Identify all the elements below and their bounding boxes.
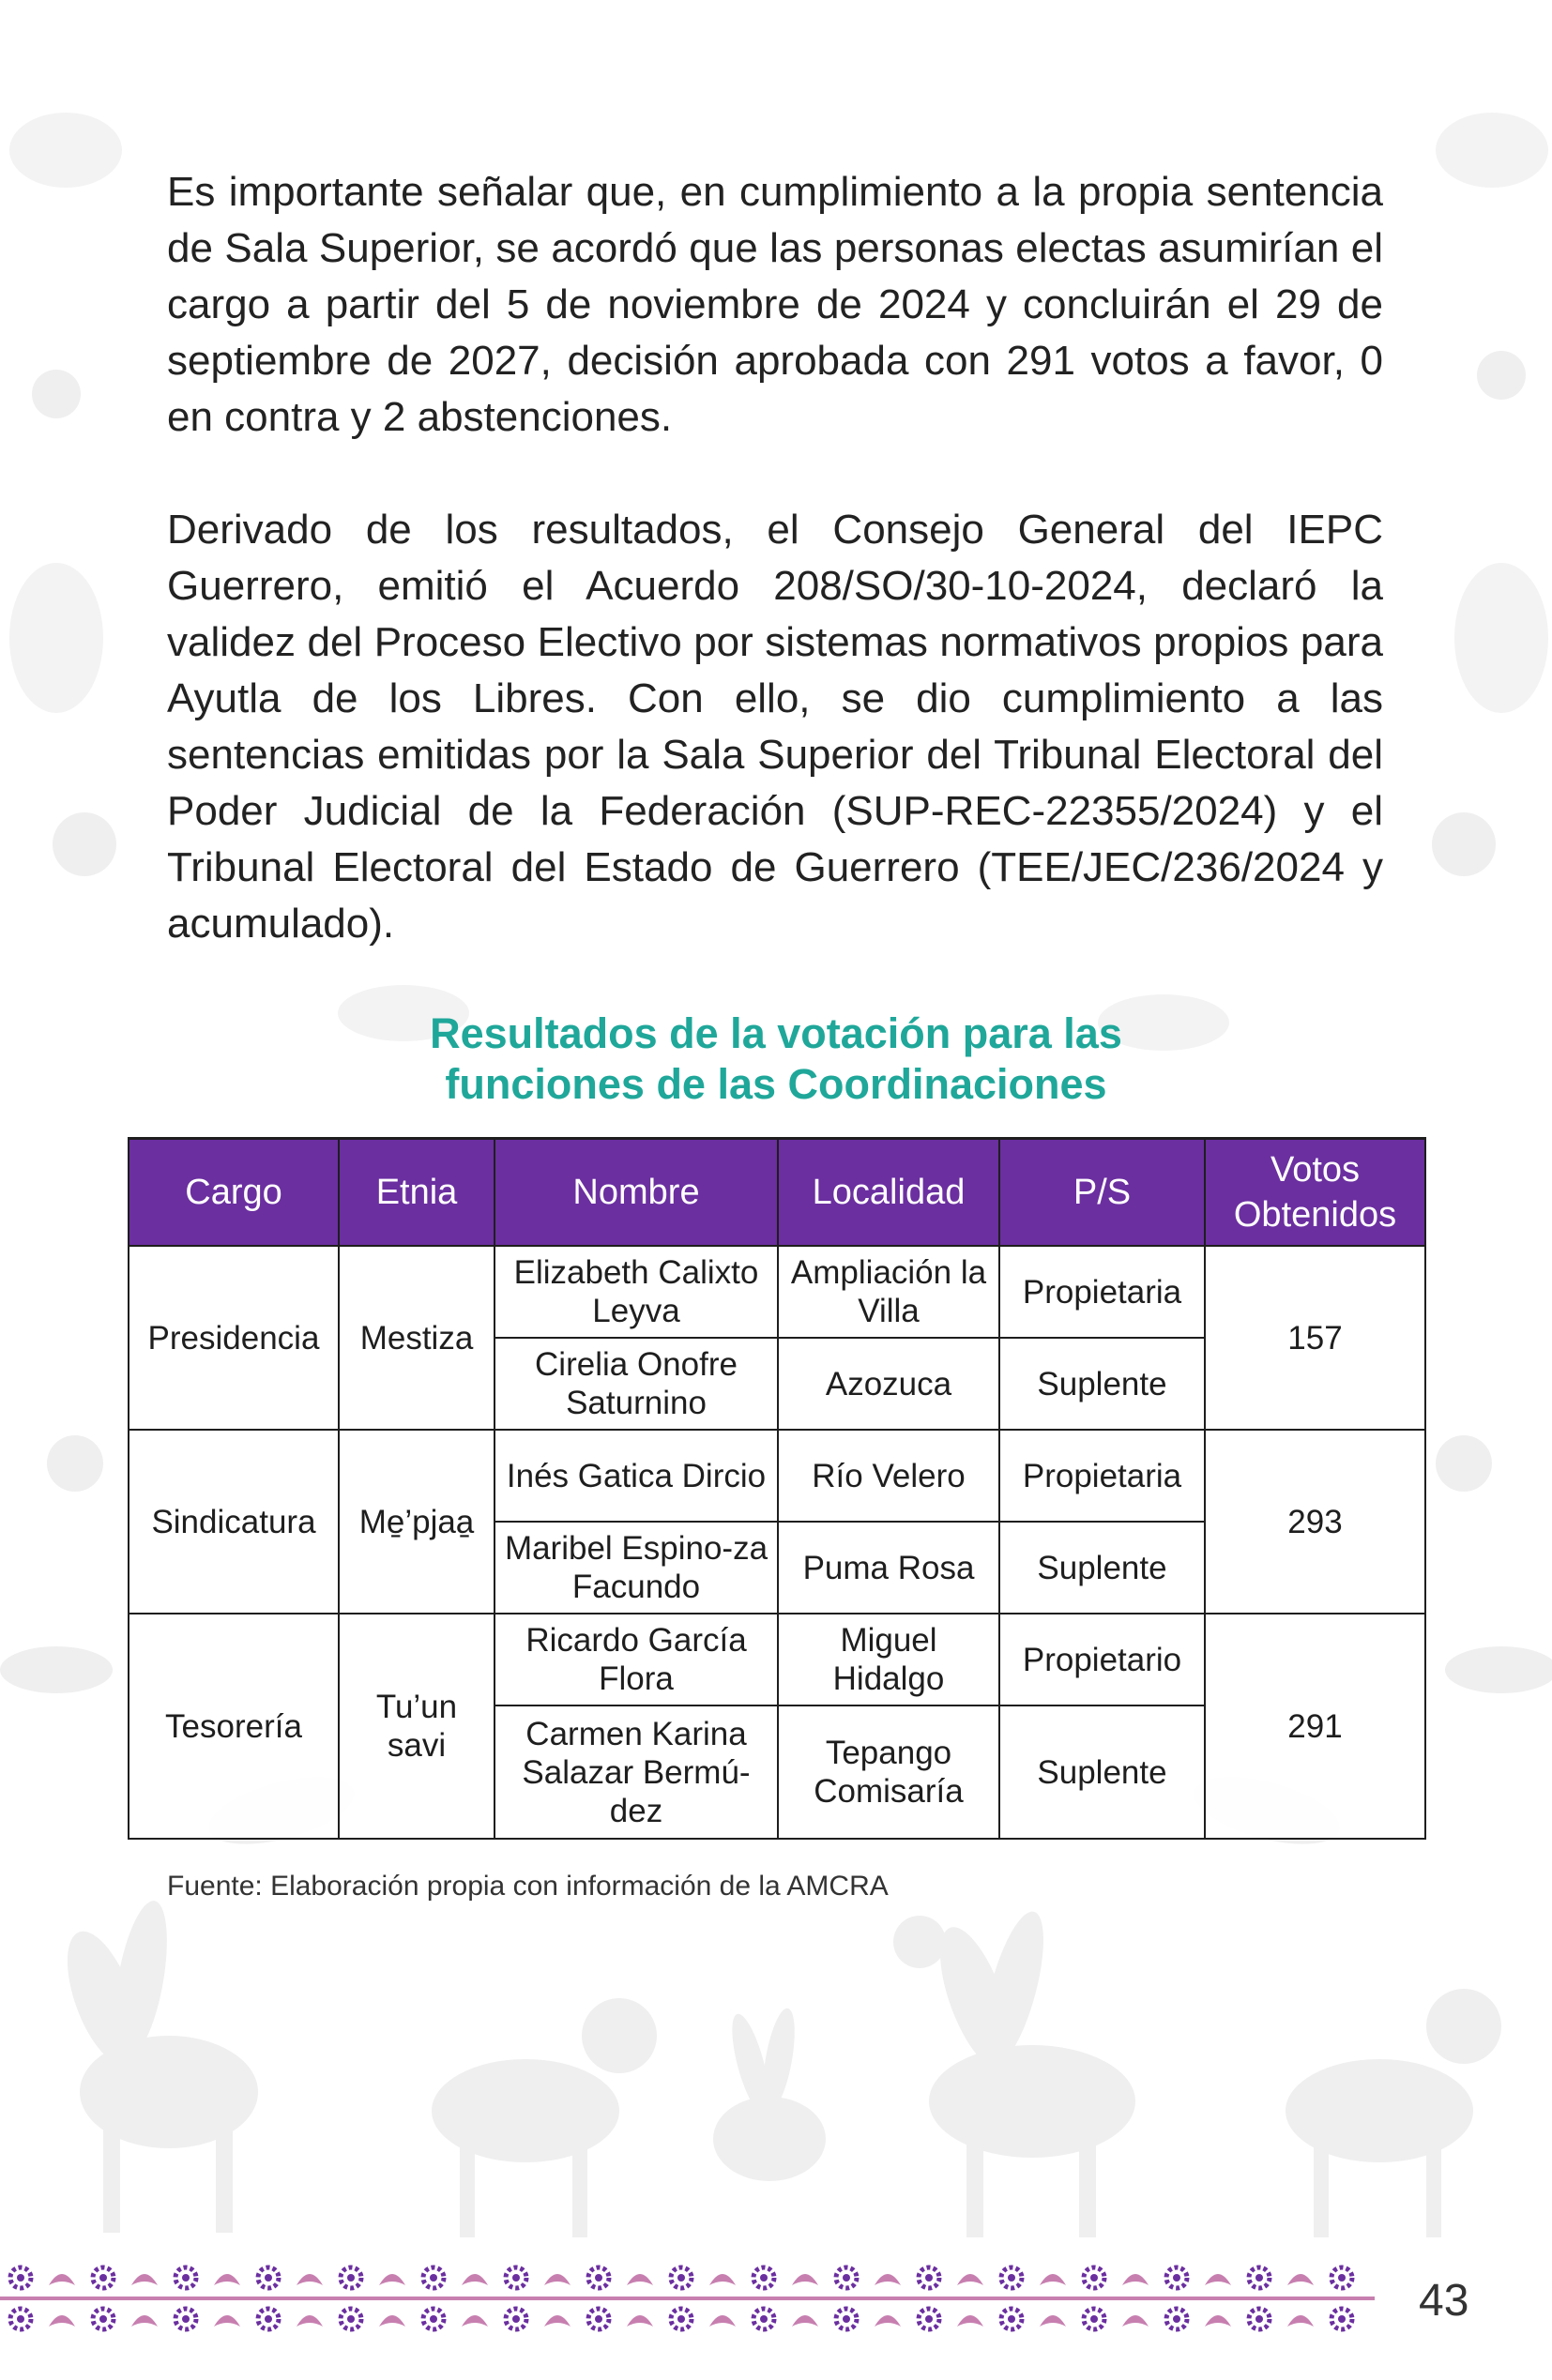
flower-motif-icon	[588, 2267, 609, 2288]
cell-nombre: Carmen Karina Salazar Bermú-dez	[495, 1705, 778, 1839]
flower-motif-icon	[423, 2309, 444, 2329]
paragraph-1: Es importante señalar que, en cumplimiento a la propia sentencia de Sala Superior, se acordó que las personas electas asumirían el cargo a partir del 5 de noviembre de 2024 y concluirán el 29 de septiembre de 2027, decisión aprobada con 291 votos a favor, 0 en contra y 2 abstenciones.	[167, 169, 1383, 440]
header-localidad: Localidad	[778, 1139, 999, 1247]
cell-cargo: Tesorería	[129, 1614, 339, 1839]
leaf-motif-icon	[379, 2315, 405, 2327]
leaf-motif-icon	[462, 2274, 488, 2285]
header-ps: P/S	[999, 1139, 1205, 1247]
leaf-motif-icon	[1040, 2315, 1066, 2327]
flower-motif-icon	[506, 2267, 526, 2288]
header-votos: Votos Obtenidos	[1205, 1139, 1425, 1247]
cell-localidad: Tepango Comisaría	[778, 1705, 999, 1839]
flower-motif-icon	[258, 2267, 279, 2288]
cell-etnia: Me̱’pjaa̱	[339, 1430, 495, 1614]
flower-motif-icon	[1249, 2309, 1270, 2329]
leaf-motif-icon	[544, 2274, 571, 2285]
cell-etnia: Mestiza	[339, 1246, 495, 1430]
cell-cargo: Presidencia	[129, 1246, 339, 1430]
flower-motif-icon	[175, 2267, 196, 2288]
header-etnia: Etnia	[339, 1139, 495, 1247]
leaf-motif-icon	[297, 2315, 323, 2327]
table-row	[129, 1246, 1425, 1338]
source-note: Fuente: Elaboración propia con información de la AMCRA	[167, 1871, 889, 1902]
page-number: 43	[1419, 2276, 1469, 2326]
flower-motif-icon	[753, 2309, 774, 2329]
paragraph-2: Derivado de los resultados, el Consejo General del IEPC Guerrero, emitió el Acuerdo 208/SO/30-10-2024, declaró la validez del Proceso Electivo por sistemas normativos propios para Ayutla de los Libres. Con ello, se dio cumplimiento a las sentencias emitidas por la Sala Superior del Tribunal Electoral del Poder Judicial de la Federación (SUP-REC-22355/2024) y el Tribunal Electoral del Estado de Guerrero (TEE/JEC/236/2024 y acumulado).	[167, 507, 1383, 947]
leaf-motif-icon	[1287, 2274, 1314, 2285]
flower-motif-icon	[1166, 2309, 1187, 2329]
cell-nombre: Inés Gatica Dircio	[495, 1430, 778, 1522]
leaf-motif-icon	[1287, 2315, 1314, 2327]
cell-ps: Suplente	[999, 1338, 1205, 1430]
flower-motif-icon	[341, 2309, 361, 2329]
leaf-motif-icon	[214, 2274, 240, 2285]
cell-ps: Propietaria	[999, 1246, 1205, 1338]
cell-cargo: Sindicatura	[129, 1430, 339, 1614]
flower-motif-icon	[506, 2309, 526, 2329]
table-title-line-2: funciones de las Coordinaciones	[445, 1060, 1107, 1108]
flower-motif-icon	[1331, 2309, 1352, 2329]
cell-nombre: Ricardo García Flora	[495, 1614, 778, 1705]
cell-votos: 291	[1205, 1614, 1425, 1839]
flower-motif-icon	[10, 2267, 31, 2288]
rabbit-silhouette-icon	[713, 2006, 826, 2181]
table-row	[129, 1614, 1425, 1705]
cell-localidad: Miguel Hidalgo	[778, 1614, 999, 1705]
cell-ps: Suplente	[999, 1705, 1205, 1839]
embroidery-border	[0, 2251, 1375, 2345]
leaf-motif-icon	[297, 2274, 323, 2285]
flower-motif-icon	[93, 2267, 114, 2288]
leaf-motif-icon	[792, 2274, 818, 2285]
leaf-motif-icon	[131, 2315, 158, 2327]
deer-silhouette-icon	[53, 1897, 258, 2233]
leaf-motif-icon	[709, 2274, 736, 2285]
flower-motif-icon	[836, 2267, 857, 2288]
cell-votos: 293	[1205, 1430, 1425, 1614]
cell-nombre: Cirelia Onofre Saturnino	[495, 1338, 778, 1430]
flower-motif-icon	[341, 2267, 361, 2288]
leaf-motif-icon	[131, 2274, 158, 2285]
flower-motif-icon	[1166, 2267, 1187, 2288]
flower-motif-icon	[836, 2309, 857, 2329]
table-header-row	[129, 1139, 1425, 1247]
cell-ps: Propietaria	[999, 1430, 1205, 1522]
deer-silhouette-icon	[925, 1906, 1135, 2237]
flower-motif-icon	[10, 2309, 31, 2329]
border-line	[0, 2297, 1375, 2300]
leaf-motif-icon	[379, 2274, 405, 2285]
leaf-motif-icon	[957, 2274, 983, 2285]
deer-silhouette-icon	[432, 1998, 657, 2237]
leaf-motif-icon	[49, 2274, 75, 2285]
results-table-wrapper	[128, 1137, 1424, 1840]
flower-motif-icon	[1001, 2309, 1022, 2329]
cell-localidad: Azozuca	[778, 1338, 999, 1430]
table-row	[129, 1430, 1425, 1522]
flower-motif-icon	[671, 2267, 692, 2288]
header-cargo: Cargo	[129, 1139, 339, 1247]
table-title-line-1: Resultados de la votación para las	[430, 1009, 1122, 1057]
leaf-motif-icon	[1040, 2274, 1066, 2285]
flower-motif-icon	[93, 2309, 114, 2329]
leaf-motif-icon	[544, 2315, 571, 2327]
flower-motif-icon	[1001, 2267, 1022, 2288]
flower-motif-icon	[1331, 2267, 1352, 2288]
leaf-motif-icon	[627, 2274, 653, 2285]
header-nombre: Nombre	[495, 1139, 778, 1247]
cell-localidad: Ampliación la Villa	[778, 1246, 999, 1338]
leaf-motif-icon	[709, 2315, 736, 2327]
cell-localidad: Río Velero	[778, 1430, 999, 1522]
flower-motif-icon	[1084, 2267, 1104, 2288]
leaf-motif-icon	[1122, 2315, 1149, 2327]
leaf-motif-icon	[462, 2315, 488, 2327]
body-text	[167, 164, 1383, 952]
leaf-motif-icon	[792, 2315, 818, 2327]
deer-silhouette-icon	[1286, 1989, 1501, 2237]
leaf-motif-icon	[875, 2274, 901, 2285]
flower-motif-icon	[919, 2267, 939, 2288]
flower-motif-icon	[671, 2309, 692, 2329]
flower-motif-icon	[1249, 2267, 1270, 2288]
leaf-motif-icon	[627, 2315, 653, 2327]
leaf-motif-icon	[875, 2315, 901, 2327]
cell-nombre: Elizabeth Calixto Leyva	[495, 1246, 778, 1338]
leaf-motif-icon	[1205, 2274, 1231, 2285]
cell-localidad: Puma Rosa	[778, 1522, 999, 1614]
flower-motif-icon	[919, 2309, 939, 2329]
leaf-motif-icon	[957, 2315, 983, 2327]
cell-ps: Propietario	[999, 1614, 1205, 1705]
flower-motif-icon	[258, 2309, 279, 2329]
cell-etnia: Tu’un savi	[339, 1614, 495, 1839]
flower-motif-icon	[175, 2309, 196, 2329]
cell-nombre: Maribel Espino-za Facundo	[495, 1522, 778, 1614]
flower-motif-icon	[588, 2309, 609, 2329]
cell-votos: 157	[1205, 1246, 1425, 1430]
leaf-motif-icon	[1205, 2315, 1231, 2327]
flower-motif-icon	[1084, 2309, 1104, 2329]
leaf-motif-icon	[214, 2315, 240, 2327]
flower-motif-icon	[423, 2267, 444, 2288]
results-table	[128, 1137, 1426, 1840]
cell-ps: Suplente	[999, 1522, 1205, 1614]
table-title	[0, 1008, 1552, 1110]
leaf-motif-icon	[1122, 2274, 1149, 2285]
leaf-motif-icon	[49, 2315, 75, 2327]
flower-motif-icon	[753, 2267, 774, 2288]
